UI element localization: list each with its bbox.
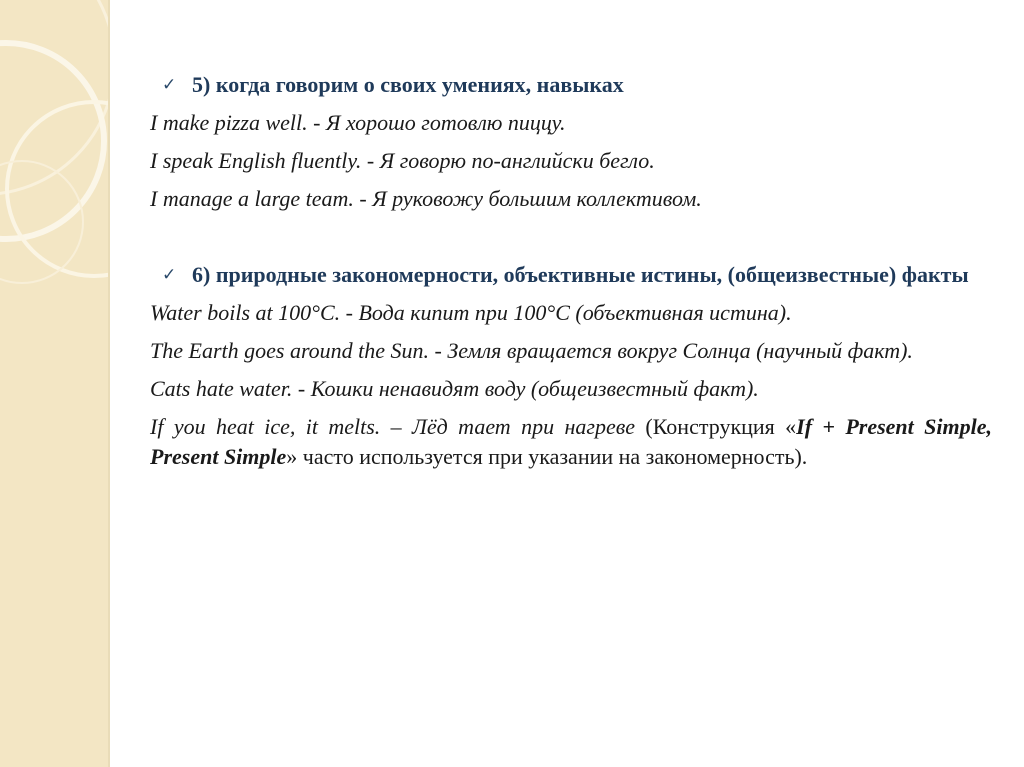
construction-formula: If + Present Simple, Present Simple xyxy=(150,414,992,469)
section-5-heading xyxy=(150,70,992,100)
example-line-construction xyxy=(150,412,992,472)
example-italic-text: If you heat ice, it melts. – Лёд тает при нагреве xyxy=(150,414,636,439)
section-6-heading xyxy=(150,260,992,290)
checkmark-icon: ✓ xyxy=(162,75,177,95)
decorative-side-band xyxy=(0,0,110,767)
construction-close-text: » часто используется при указании на закономерность). xyxy=(286,444,808,469)
section-5-heading-text: 5) когда говорим о своих умениях, навыках xyxy=(192,72,624,97)
example-line: Cats hate water. - Кошки ненавидят воду (общеизвестный факт). xyxy=(150,376,759,401)
example-line: I make pizza well. - Я хорошо готовлю пиццу. xyxy=(150,110,566,135)
slide-content xyxy=(150,70,992,480)
construction-open-text: (Конструкция « xyxy=(645,414,797,439)
section-6-heading-text: 6) природные закономерности, объективные истины, (общеизвестные) факты xyxy=(192,262,969,287)
checkmark-icon: ✓ xyxy=(162,265,177,285)
example-line: The Earth goes around the Sun. - Земля вращается вокруг Солнца (научный факт). xyxy=(150,338,913,363)
example-line: Water boils at 100°C. - Вода кипит при 100°C (объективная истина). xyxy=(150,300,792,325)
example-line: I speak English fluently. - Я говорю по-английски бегло. xyxy=(150,148,655,173)
example-line: I manage a large team. - Я руковожу большим коллективом. xyxy=(150,186,702,211)
